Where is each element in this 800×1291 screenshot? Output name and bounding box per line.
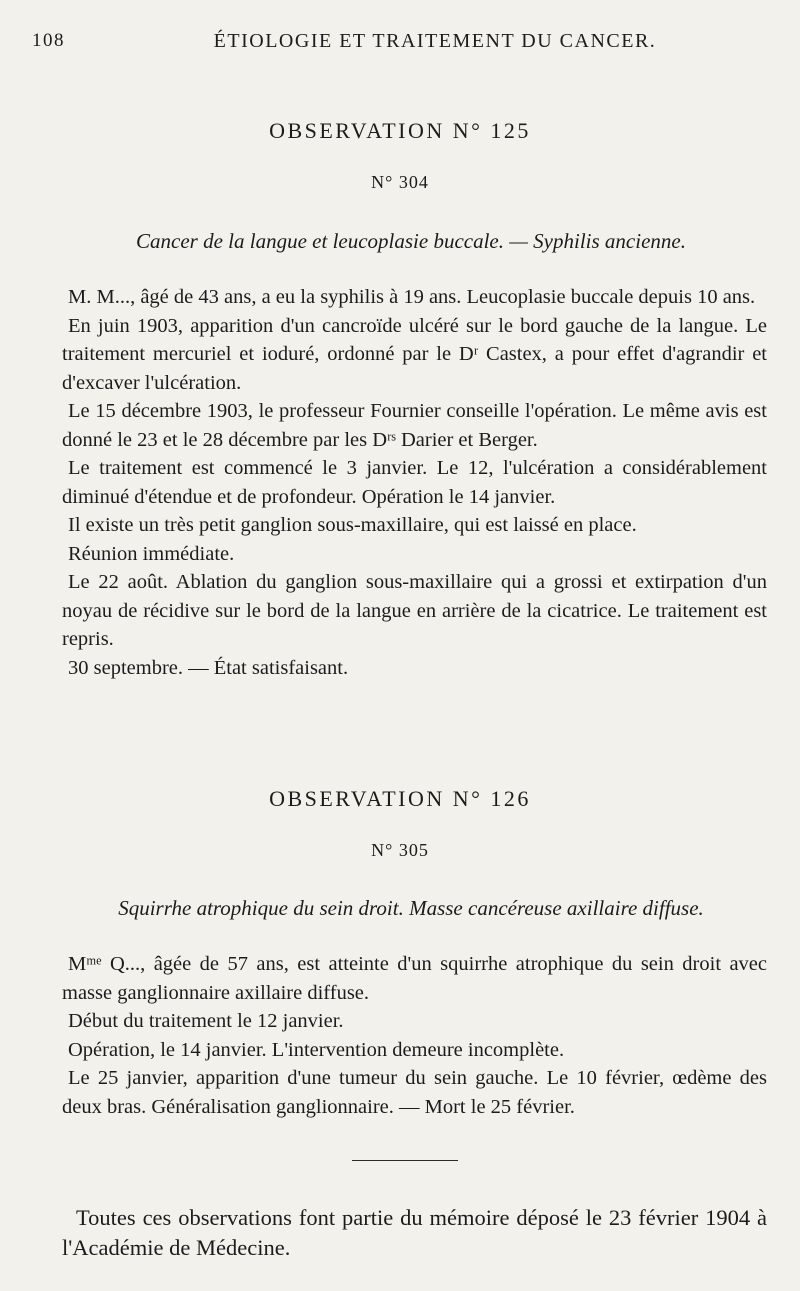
paragraph: Réunion immédiate. [68,542,235,565]
observation-126-body [62,950,767,1121]
paragraph: Opération, le 14 janvier. L'intervention demeure incomplète. [68,1038,565,1061]
observation-126-number: N° 305 [371,840,429,860]
observation-125-title: OBSERVATION N° 125 [269,118,531,143]
observation-125-number: N° 304 [371,172,429,192]
paragraph: En juin 1903, apparition d'un cancroïde ulcéré sur le bord gauche de la langue. Le traitement mercuriel et ioduré, ordonné par le Dʳ Castex, a pour effet d'agrandir et d'excaver l'ulcération. [62,314,767,394]
observation-126-subject: Squirrhe atrophique du sein droit. Masse cancéreuse axillaire diffuse. [118,896,704,920]
paragraph: 30 septembre. — État satisfaisant. [68,656,349,679]
section-divider [352,1160,458,1161]
paragraph: Le 15 décembre 1903, le professeur Fournier conseille l'opération. Le même avis est donné le 23 et le 28 décembre par les Dʳˢ Darier et Berger. [62,400,767,451]
observation-126-title: OBSERVATION N° 126 [269,786,531,811]
page-number: 108 [32,30,65,51]
paragraph: Mᵐᵉ Q..., âgée de 57 ans, est atteinte d'un squirrhe atrophique du sein droit avec masse ganglionnaire axillaire diffuse. [62,953,767,1004]
closing-note [62,1203,767,1263]
paragraph: Début du traitement le 12 janvier. [68,1010,344,1032]
paragraph: M. M..., âgé de 43 ans, a eu la syphilis à 19 ans. Leucoplasie buccale depuis 10 ans. [68,286,756,308]
paragraph: Le 22 août. Ablation du ganglion sous-maxillaire qui a grossi et extirpation d'un noyau de récidive sur le bord de la langue en arrière de la cicatrice. Le traitement est repris. [62,571,767,650]
observation-125-subject: Cancer de la langue et leucoplasie buccale. — Syphilis ancienne. [136,229,686,253]
closing-paragraph: Toutes ces observations font partie du mémoire déposé le 23 février 1904 à l'Académie de Médecine. [62,1205,767,1260]
paragraph: Il existe un très petit ganglion sous-maxillaire, qui est laissé en place. [68,514,637,536]
paragraph: Le traitement est commencé le 3 janvier. Le 12, l'ulcération a considérablement diminué d'étendue et de profondeur. Opération le 14 janvier. [62,457,767,508]
paragraph: Le 25 janvier, apparition d'une tumeur du sein gauche. Le 10 février, œdème des deux bras. Généralisation ganglionnaire. — Mort le 25 février. [62,1067,767,1118]
running-header [32,30,768,56]
observation-125-body [62,283,767,682]
running-title: ÉTIOLOGIE ET TRAITEMENT DU CANCER. [213,30,657,52]
